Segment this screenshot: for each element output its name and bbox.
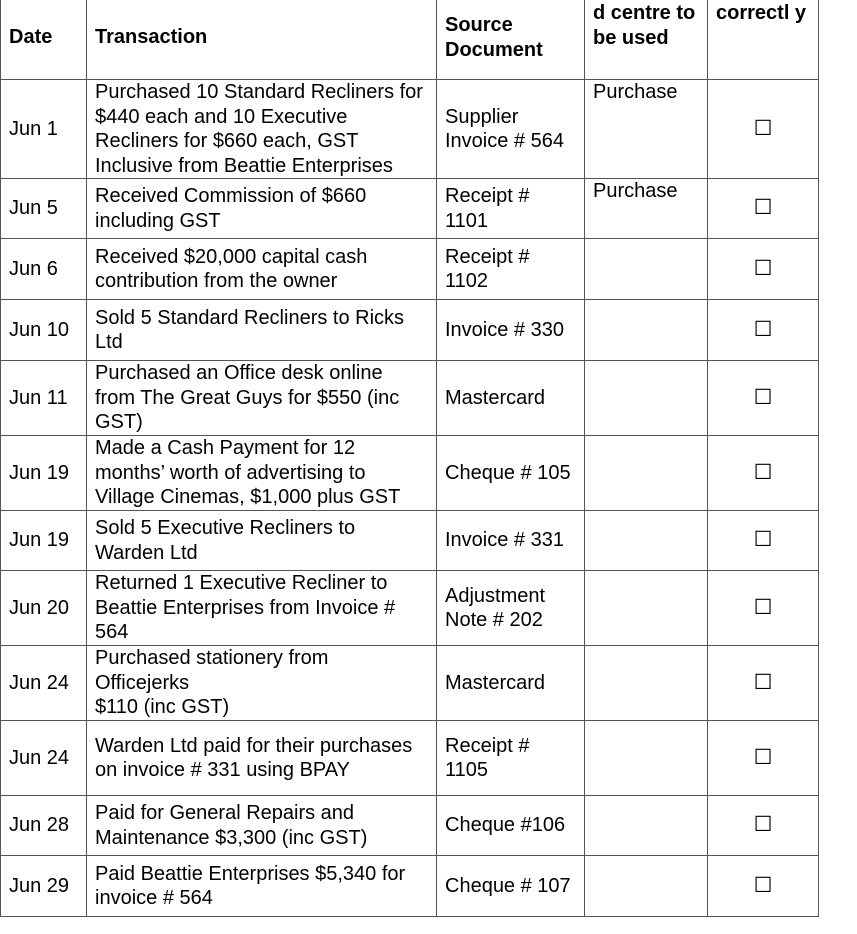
coded-correctly-checkbox[interactable]: ☐: [708, 436, 819, 511]
transaction-cell: Returned 1 Executive Recliner to Beattie Enterprises from Invoice # 564: [87, 571, 437, 646]
coded-correctly-checkbox[interactable]: ☐: [708, 796, 819, 856]
table-row: [1, 721, 819, 796]
transaction-cell: Received $20,000 capital cash contribution from the owner: [87, 239, 437, 300]
date-cell: Jun 19: [1, 511, 87, 571]
table-row: [1, 436, 819, 511]
coded-correctly-checkbox[interactable]: ☐: [708, 511, 819, 571]
header-row: [1, 0, 819, 80]
cost-centre-cell: [585, 571, 708, 646]
cost-centre-cell: [585, 300, 708, 361]
table-row: [1, 361, 819, 436]
date-cell: Jun 20: [1, 571, 87, 646]
table-row: [1, 646, 819, 721]
cost-centre-cell: [585, 361, 708, 436]
cost-centre-header-text: d centre to be used: [593, 2, 696, 49]
cost-centre-cell: [585, 721, 708, 796]
source-document-cell: Cheque #106: [437, 796, 585, 856]
date-cell: Jun 1: [1, 80, 87, 179]
table-row: [1, 300, 819, 361]
coded-correctly-header: [708, 0, 819, 80]
table-row: [1, 571, 819, 646]
transaction-cell: Purchased 10 Standard Recliners for $440 each and 10 Executive Recliners for $660 each, GST Inclusive from Beattie Enterprises: [87, 80, 437, 179]
transaction-cell: Purchased an Office desk online from The Great Guys for $550 (inc GST): [87, 361, 437, 436]
cost-centre-cell: [585, 436, 708, 511]
source-document-cell: Cheque # 107: [437, 856, 585, 917]
cost-centre-cell: [585, 856, 708, 917]
cost-centre-header: [585, 0, 708, 80]
date-cell: Jun 10: [1, 300, 87, 361]
source-document-cell: Mastercard: [437, 646, 585, 721]
transaction-cell: Warden Ltd paid for their purchases on invoice # 331 using BPAY: [87, 721, 437, 796]
coded-correctly-checkbox[interactable]: ☐: [708, 179, 819, 239]
coded-correctly-checkbox[interactable]: ☐: [708, 571, 819, 646]
date-cell: Jun 11: [1, 361, 87, 436]
date-cell: Jun 29: [1, 856, 87, 917]
cost-centre-cell: Purchase: [585, 80, 708, 179]
source-document-cell: Cheque # 105: [437, 436, 585, 511]
coded-correctly-checkbox[interactable]: ☐: [708, 361, 819, 436]
source-document-cell: Receipt # 1101: [437, 179, 585, 239]
cost-centre-cell: [585, 511, 708, 571]
source-document-cell: Invoice # 331: [437, 511, 585, 571]
coded-correctly-header-text: correctl y: [716, 2, 807, 24]
transaction-cell: Paid Beattie Enterprises $5,340 for invoice # 564: [87, 856, 437, 917]
table-row: [1, 856, 819, 917]
coded-correctly-checkbox[interactable]: ☐: [708, 300, 819, 361]
coded-correctly-checkbox[interactable]: ☐: [708, 80, 819, 179]
date-cell: Jun 24: [1, 646, 87, 721]
cost-centre-cell: [585, 646, 708, 721]
date-cell: Jun 24: [1, 721, 87, 796]
cost-centre-cell: [585, 796, 708, 856]
coded-correctly-checkbox[interactable]: ☐: [708, 721, 819, 796]
date-cell: Jun 6: [1, 239, 87, 300]
source-document-header: Source Document: [437, 0, 585, 80]
transaction-cell: Purchased stationery from Officejerks $110 (inc GST): [87, 646, 437, 721]
table-row: [1, 80, 819, 179]
table-row: [1, 796, 819, 856]
table-row: [1, 239, 819, 300]
date-cell: Jun 5: [1, 179, 87, 239]
source-document-cell: Receipt # 1102: [437, 239, 585, 300]
coded-correctly-checkbox[interactable]: ☐: [708, 239, 819, 300]
coded-correctly-checkbox[interactable]: ☐: [708, 646, 819, 721]
transaction-cell: Sold 5 Executive Recliners to Warden Ltd: [87, 511, 437, 571]
source-document-cell: Mastercard: [437, 361, 585, 436]
transaction-cell: Paid for General Repairs and Maintenance $3,300 (inc GST): [87, 796, 437, 856]
source-document-cell: Adjustment Note # 202: [437, 571, 585, 646]
source-document-cell: Invoice # 330: [437, 300, 585, 361]
cost-centre-cell: Purchase: [585, 179, 708, 239]
transaction-header: Transaction: [87, 0, 437, 80]
table-row: [1, 179, 819, 239]
transaction-cell: Received Commission of $660 including GST: [87, 179, 437, 239]
source-document-cell: Supplier Invoice # 564: [437, 80, 585, 179]
date-cell: Jun 28: [1, 796, 87, 856]
cost-centre-cell: [585, 239, 708, 300]
table-row: [1, 511, 819, 571]
date-header: Date: [1, 0, 87, 80]
transaction-cell: Made a Cash Payment for 12 months’ worth of advertising to Village Cinemas, $1,000 plus GST: [87, 436, 437, 511]
date-cell: Jun 19: [1, 436, 87, 511]
coded-correctly-checkbox[interactable]: ☐: [708, 856, 819, 917]
transaction-cell: Sold 5 Standard Recliners to Ricks Ltd: [87, 300, 437, 361]
transactions-body: [1, 80, 819, 917]
source-document-cell: Receipt # 1105: [437, 721, 585, 796]
